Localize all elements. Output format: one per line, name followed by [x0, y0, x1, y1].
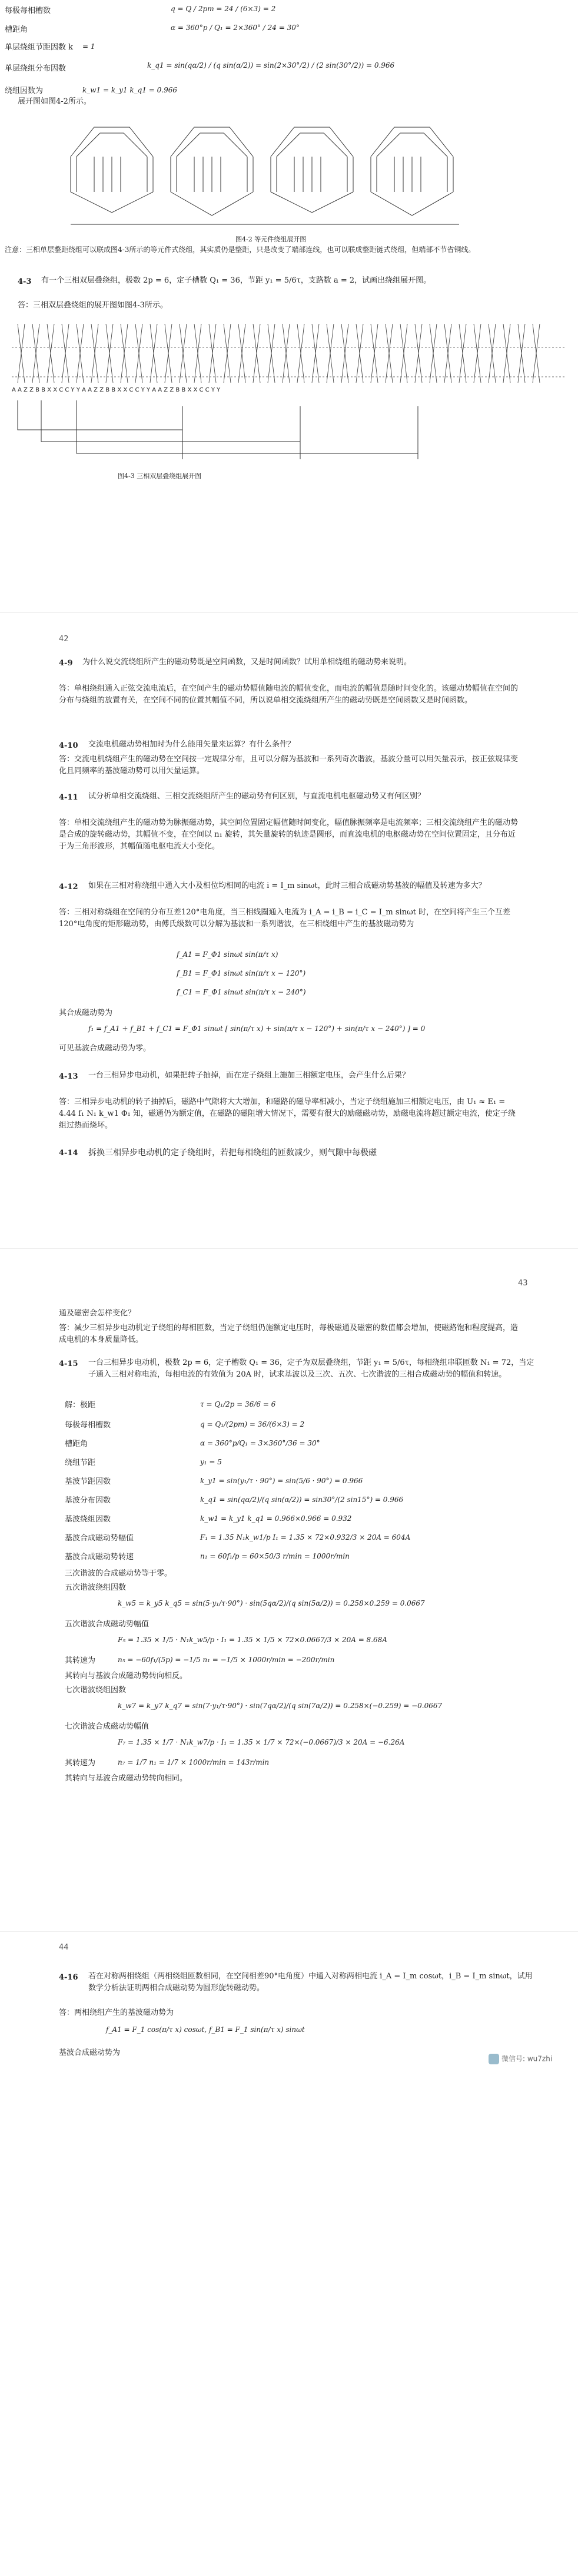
figure-4-2 [59, 110, 471, 233]
q49-text: 为什么说交流绕组所产生的磁动势既是空间函数，又是时间函数？试用单相绕组的磁动势来说明。 [82, 658, 412, 667]
q416-answer: 答：两相绕组产生的基波磁动势为 [59, 2008, 174, 2017]
row-kw7: 七次谐波绕组因数 [65, 1686, 127, 1695]
q43-number: 4-3 [18, 277, 32, 286]
eq-n5: n₅ = −60f₁/(5p) = −1/5 n₁ = −1/5 × 1000r/min = −200r/min [118, 1656, 335, 1664]
q411-answer: 答：单相交流绕组产生的磁动势为脉振磁动势，其空间位置固定幅值随时间变化，幅值脉振频率是电流频率；三相交流绕组产生的磁动势是合成的旋转磁动势，其幅值不变，在空间以 n₁ 旋转，其矢量旋转的轨迹是圆形，而直流电机的电枢磁动势在空间位置固定，且分布近于为三角形波形，其幅值随电枢电流大小变化。 [59, 818, 519, 851]
q414-continued: 通及磁密会怎样变化？ [59, 1309, 136, 1318]
eq-y1: y₁ = 5 [200, 1458, 222, 1466]
eq-alpha2: α = 360°p/Q₁ = 3×360°/36 = 30° [200, 1439, 320, 1447]
eq-fb1: f_B1 = F_Φ1 sinωt sin(π/τ x − 120°) [177, 969, 306, 977]
eq-fc1: f_C1 = F_Φ1 sinωt sin(π/τ x − 240°) [177, 988, 306, 996]
q414-number: 4-14 [59, 1149, 78, 1158]
solution-label: 解：极距 [65, 1401, 96, 1410]
eq-q2: q = Q₁/(2pm) = 36/(6×3) = 2 [200, 1420, 305, 1428]
q411-text: 试分析单相交流绕组、三相交流绕组所产生的磁动势有何区别，与直流电机电枢磁动势又有何区别？ [88, 792, 426, 801]
eq-kw7: k_w7 = k_y7 k_q7 = sin(7·y₁/τ·90°) · sin(7qα/2)/(q sin(7α/2)) = 0.258×(−0.259) = −0.0667 [118, 1702, 443, 1710]
page-number: 43 [518, 1279, 528, 1288]
q415-text: 一台三相异步电动机，极数 2p = 6，定子槽数 Q₁ = 36，定子为双层叠绕组，节距 y₁ = 5/6τ，每相绕组串联匝数 N₁ = 72，当定子通入三相对称电流，每相电流的有效值为 20A 时，试求基波以及三次、五次、七次谐波的三相合成磁动势的幅值和转速。 [88, 1358, 534, 1379]
row-ky1: 基波节距因数 [65, 1477, 111, 1486]
eq-alpha: α = 360°p / Q₁ = 2×360° / 24 = 30° [171, 24, 300, 32]
q413-answer: 答：三相异步电动机的转子抽掉后，磁路中气隙将大大增加，和磁路的磁导率相减小，当定子绕组施加三相额定电压，由 U₁ ≈ E₁ = 4.44 f₁ N₁ k_w1 Φ₁ 知，磁通仍为额定值，在磁路的磁阻增大情况下，需要有很大的励磁磁动势，励磁电流将超过额定电流，使定子绕组过热而烧坏。 [59, 1098, 516, 1130]
q411-number: 4-11 [59, 793, 78, 802]
eq-ky: = 1 [82, 42, 95, 51]
q410-number: 4-10 [59, 741, 78, 750]
line-slots-per-pole-phase: 每极每相槽数 [5, 6, 51, 15]
combined-mmf-label: 其合成磁动势为 [59, 1009, 113, 1017]
row-f7: 七次谐波合成磁动势幅值 [65, 1722, 150, 1731]
row-n5-dir: 其转向与基波合成磁动势转向相反。 [65, 1672, 188, 1680]
page-separator [0, 1931, 578, 1932]
q412-number: 4-12 [59, 883, 78, 891]
q413-number: 4-13 [59, 1072, 78, 1081]
page-number: 44 [59, 1943, 69, 1952]
eq-F5: F₅ = 1.35 × 1/5 · N₁k_w5/p · I₁ = 1.35 × 1/5 × 72×0.0667/3 × 20A = 8.68A [118, 1636, 387, 1644]
winding-diagram-4-3 [6, 312, 571, 471]
eq-kw: k_w1 = k_y1 k_q1 = 0.966 [82, 86, 177, 94]
q49-answer: 答：单相绕组通入正弦交流电流后，在空间产生的磁动势幅值随电流的幅值变化，而电流的幅值是随时间变化的。该磁动势幅值在空间的分布与绕组的放置有关，在空间不同的位置其幅值不同，所以说单相交流绕组所产生的磁动势既是空间函数又是时间函数。 [59, 684, 519, 705]
eq-kq: k_q1 = sin(qα/2) / (q sin(α/2)) = sin(2×30°/2) / (2 sin(30°/2)) = 0.966 [147, 61, 395, 69]
page-separator [0, 612, 578, 613]
eq-n7: n₇ = 1/7 n₁ = 1/7 × 1000r/min = 143r/min [118, 1758, 270, 1766]
eq-F7: F₇ = 1.35 × 1/7 · N₁k_w7/p · I₁ = 1.35 × 1/7 × 72×(−0.0667)/3 × 20A = −6.26A [118, 1738, 405, 1746]
watermark-text: 微信号: wu7zhi [501, 2054, 553, 2063]
row-n5: 其转速为 [65, 1656, 96, 1665]
line-pitch-factor: 单层绕组节距因数 k [5, 43, 74, 52]
row-kq1: 基波分布因数 [65, 1496, 111, 1505]
q413-text: 一台三相异步电动机，如果把转子抽掉，而在定子绕组上施加三相额定电压，会产生什么后果？ [88, 1071, 410, 1080]
figure-4-3 [6, 312, 571, 471]
row-alpha: 槽距角 [65, 1440, 88, 1448]
q416-text: 若在对称两相绕组（两相绕组匝数相同，在空间相差90°电角度）中通入对称两相电流 i_A = I_m cosωt，i_B = I_m sinωt，试用数学分析法证明两相合成磁动势为圆形旋转磁动势。 [88, 1972, 533, 1992]
row-n7-dir: 其转向与基波合成磁动势转向相同。 [65, 1774, 188, 1783]
eq-F1: F₁ = 1.35 N₁k_w1/p I₁ = 1.35 × 72×0.932/3 × 20A = 604A [200, 1533, 411, 1541]
line-see-fig: 展开图如图4-2所示。 [18, 97, 91, 106]
page-separator [0, 1248, 578, 1249]
row-n1: 基波合成磁动势转速 [65, 1553, 134, 1561]
eq-ky1: k_y1 = sin(y₁/τ · 90°) = sin(5/6 · 90°) = 0.966 [200, 1477, 363, 1485]
eq-q: q = Q / 2pm = 24 / (6×3) = 2 [171, 5, 276, 13]
q410-answer: 答：交流电机绕组产生的磁动势在空间按一定规律分布，且可以分解为基波和一系列奇次谐波，基波分量可以用矢量表示，按正弦规律变化且同频率的基波磁动势可以用矢量运算。 [59, 755, 519, 775]
q49-number: 4-9 [59, 659, 73, 668]
eq-fa1: f_A1 = F_Φ1 sinωt sin(π/τ x) [177, 950, 278, 959]
q410-text: 交流电机磁动势相加时为什么能用矢量来运算？有什么条件？ [88, 740, 295, 749]
row-kw5: 五次谐波绕组因数 [65, 1583, 127, 1592]
q412-text: 如果在三相对称绕组中通入大小及相位均相同的电流 i = I_m sinωt，此时三相合成磁动势基波的幅值及转速为多大？ [88, 881, 486, 890]
winding-diagram-4-2 [59, 110, 471, 233]
fig42-note: 注意：三相单层整距绕组可以联成图4-3所示的等元件式绕组，其实质仍是整距，只是改变了端部连线，也可以联成整距链式绕组，但端部不节省铜线。 [5, 246, 476, 254]
line-distribution-factor: 单层绕组分布因数 [5, 64, 67, 73]
q412-answer: 答：三相对称绕组在空间的分布互差120°电角度，当三相线圈通入电流为 i_A = i_B = i_C = I_m sinωt 时，在空间将产生三个互差120°电角度的矩形磁动势，由傅氏级数可以分解为基波和一系列谐波，在三相绕组中产生的基波磁动势为 [59, 908, 511, 929]
row-third-harmonic: 三次谐波的合成磁动势等于零。 [65, 1569, 172, 1578]
row-pitch: 绕组节距 [65, 1458, 96, 1467]
line-slot-angle: 槽距角 [5, 25, 28, 34]
watermark [489, 2054, 552, 2064]
fig42-caption: 图4-2 等元件绕组展开图 [235, 236, 307, 243]
combined-result: 可见基波合成磁动势为零。 [59, 1044, 151, 1053]
q415-number: 4-15 [59, 1360, 78, 1368]
eq-f1: f₁ = f_A1 + f_B1 + f_C1 = F_Φ1 sinωt [ sin(π/τ x) + sin(π/τ x − 120°) + sin(π/τ x − 240°) ] = 0 [88, 1025, 426, 1033]
combined-label-2: 基波合成磁动势为 [59, 2048, 121, 2057]
eq-kw1: k_w1 = k_y1 k_q1 = 0.966×0.966 = 0.932 [200, 1514, 352, 1523]
q43-answer: 答：三相双层叠绕组的展开图如图4-3所示。 [18, 301, 168, 310]
q416-number: 4-16 [59, 1973, 78, 1982]
phase-letters: A A Z Z B B X X C C Y Y A A Z Z B B X X C C Y Y A A Z Z B B X X C C Y Y [12, 387, 221, 393]
line-winding-factor: 绕组因数为 [5, 87, 44, 95]
eq-n1: n₁ = 60f₁/p = 60×50/3 r/min = 1000r/min [200, 1552, 350, 1560]
q414-text: 拆换三相异步电动机的定子绕组时，若把每相绕组的匝数减少，则气隙中每极磁 [88, 1148, 377, 1158]
wechat-icon [489, 2054, 499, 2064]
row-kw1: 基波绕组因数 [65, 1515, 111, 1524]
row-q: 每极每相槽数 [65, 1421, 111, 1430]
fig43-caption: 图4-3 三相双层叠绕组展开图 [118, 472, 202, 480]
q43-text: 有一个三相双层叠绕组，极数 2p = 6，定子槽数 Q₁ = 36，节距 y₁ = 5/6τ，支路数 a = 2，试画出绕组展开图。 [41, 276, 431, 285]
page-number: 42 [59, 635, 69, 644]
eq-kq1: k_q1 = sin(qα/2)/(q sin(α/2)) = sin30°/(2 sin15°) = 0.966 [200, 1496, 404, 1504]
row-n7: 其转速为 [65, 1759, 96, 1768]
eq-fa1-fb1: f_A1 = F_1 cos(π/τ x) cosωt, f_B1 = F_1 sin(π/τ x) sinωt [106, 2025, 305, 2034]
row-f1: 基波合成磁动势幅值 [65, 1534, 134, 1543]
row-f5: 五次谐波合成磁动势幅值 [65, 1620, 150, 1629]
eq-kw5: k_w5 = k_y5 k_q5 = sin(5·y₁/τ·90°) · sin(5qα/2)/(q sin(5α/2)) = 0.258×0.259 = 0.0667 [118, 1599, 425, 1607]
eq-tau: τ = Q₁/2p = 36/6 = 6 [200, 1400, 276, 1408]
q414-answer: 答：减少三相异步电动机定子绕组的每相匝数，当定子绕组仍施额定电压时，每极磁通及磁密的数值都会增加，使磁路饱和程度提高，造成电机的本身质量降低。 [59, 1324, 519, 1344]
